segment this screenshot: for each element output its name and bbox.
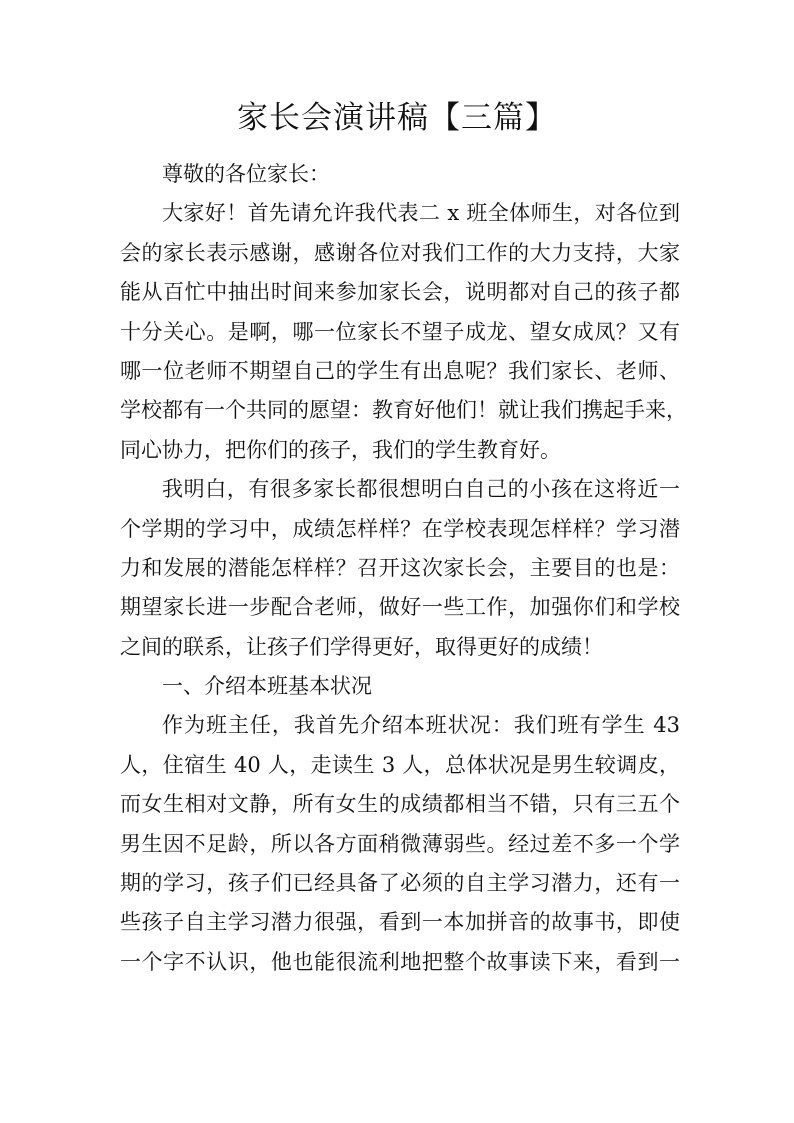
- text-line: 些孩子自主学习潜力很强，看到一本加拼音的故事书，即使: [120, 910, 680, 935]
- text-line: 同心协力，把你们的孩子，我们的学生教育好。: [120, 437, 561, 462]
- text-line: 男生因不足龄，所以各方面稍微薄弱些。经过差不多一个学: [120, 831, 680, 856]
- text-line: 作为班主任，我首先介绍本班状况：我们班有学生 43: [162, 713, 680, 738]
- text-line: 哪一位老师不期望自己的学生有出息呢？我们家长、老师、: [120, 358, 680, 383]
- document-body: [120, 155, 687, 982]
- text-line: 学校都有一个共同的愿望：教育好他们！就让我们携起手来，: [120, 398, 687, 423]
- text-line: 力和发展的潜能怎样样？召开这次家长会，主要目的也是：: [120, 555, 680, 580]
- text-line: 大家好！首先请允许我代表二 x 班全体师生，对各位到: [162, 201, 680, 226]
- text-line: 我明白，有很多家长都很想明白自己的小孩在这将近一: [162, 477, 680, 502]
- document-title: 家长会演讲稿【三篇】: [237, 100, 557, 136]
- text-line: 尊敬的各位家长：: [162, 162, 330, 186]
- text-line: 而女生相对文静，所有女生的成绩都相当不错，只有三五个: [120, 792, 680, 817]
- text-line: 能从百忙中抽出时间来参加家长会，说明都对自己的孩子都: [120, 280, 680, 305]
- text-line: 十分关心。是啊，哪一位家长不望子成龙、望女成凤？又有: [120, 319, 680, 344]
- text-line: 会的家长表示感谢，感谢各位对我们工作的大力支持，大家: [120, 240, 680, 265]
- text-line: 一个字不认识，他也能很流利地把整个故事读下来，看到一: [120, 949, 680, 974]
- text-line: 人，住宿生 40 人，走读生 3 人，总体状况是男生较调皮，: [120, 752, 680, 777]
- text-line: 期望家长进一步配合老师，做好一些工作，加强你们和学校: [120, 595, 680, 620]
- text-line: 个学期的学习中，成绩怎样样？在学校表现怎样样？学习潜: [120, 516, 680, 541]
- text-line: 之间的联系，让孩子们学得更好，取得更好的成绩！: [120, 634, 603, 659]
- text-line: 一、介绍本班基本状况: [162, 674, 372, 699]
- text-line: 期的学习，孩子们已经具备了必须的自主学习潜力，还有一: [120, 871, 680, 896]
